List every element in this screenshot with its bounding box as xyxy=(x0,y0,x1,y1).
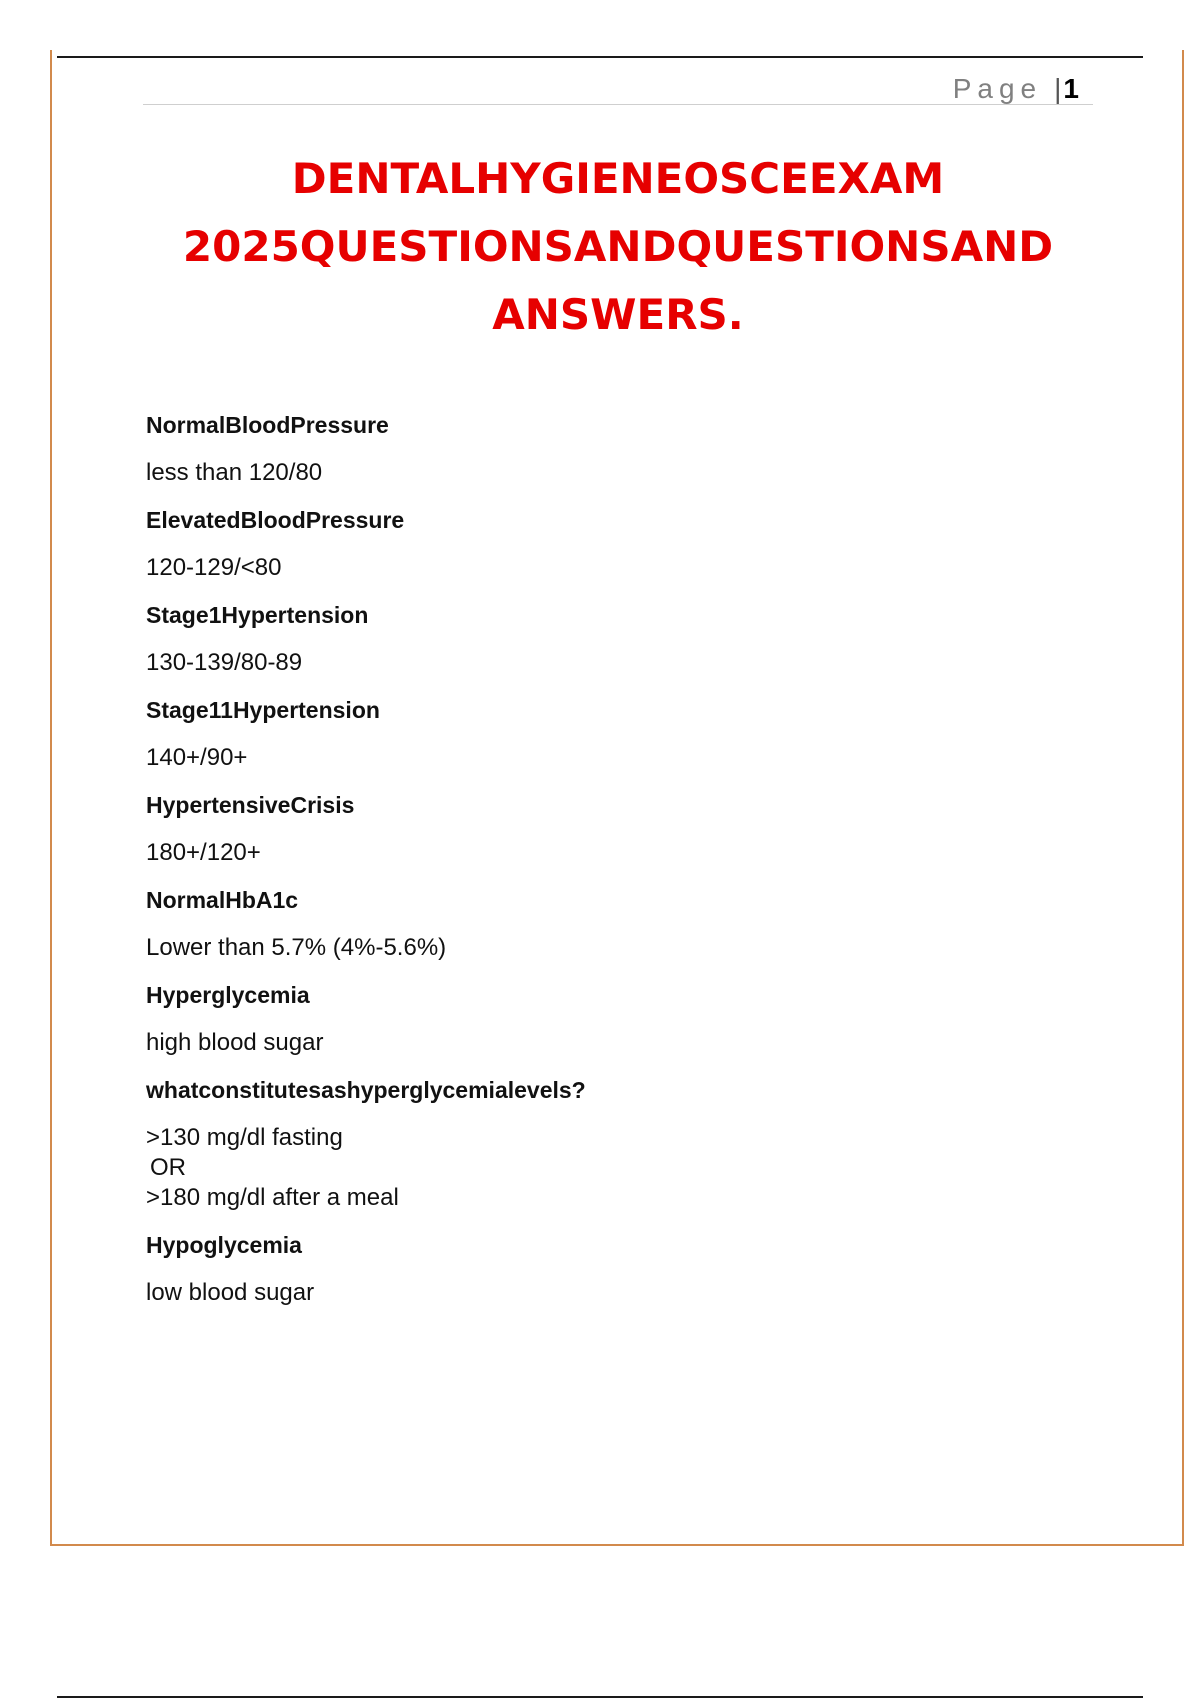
question-normal-blood-pressure: NormalBloodPressure xyxy=(146,412,389,438)
answer-line: low blood sugar xyxy=(146,1279,315,1306)
question-stage2-hypertension: Stage11Hypertension xyxy=(146,697,380,723)
answer-line: 140+/90+ xyxy=(146,744,248,771)
answer-line: 120-129/<80 xyxy=(146,554,282,581)
qa-list xyxy=(146,410,1046,1325)
answer-normal-blood-pressure xyxy=(146,458,1046,488)
question-elevated-blood-pressure: ElevatedBloodPressure xyxy=(146,507,405,533)
answer-hypertensive-crisis xyxy=(146,838,1046,868)
title-line-1: DENTALHYGIENEOSCEEXAM xyxy=(291,154,945,203)
answer-stage2-hypertension xyxy=(146,743,1046,773)
title-line-2: 2025QUESTIONSANDQUESTIONSAND xyxy=(182,222,1054,271)
answer-hypoglycemia xyxy=(146,1278,1046,1308)
question-hypertensive-crisis: HypertensiveCrisis xyxy=(146,792,355,818)
question-hypoglycemia: Hypoglycemia xyxy=(146,1232,302,1258)
answer-line: 180+/120+ xyxy=(146,839,261,866)
question-normal-hba1c: NormalHbA1c xyxy=(146,887,299,913)
answer-stage1-hypertension xyxy=(146,648,1046,678)
question-stage1-hypertension: Stage1Hypertension xyxy=(146,602,369,628)
answer-line: >130 mg/dl fasting xyxy=(146,1124,343,1151)
title-line-3: ANSWERS. xyxy=(492,290,744,339)
answer-line: >180 mg/dl after a meal xyxy=(146,1184,399,1211)
bottom-rule xyxy=(57,1696,1143,1698)
answer-line: OR xyxy=(150,1154,186,1181)
answer-normal-hba1c xyxy=(146,933,1046,963)
page-number: 1 xyxy=(1063,73,1079,104)
answer-hyperglycemia xyxy=(146,1028,1046,1058)
answer-line: Lower than 5.7% (4%-5.6%) xyxy=(146,934,447,961)
answer-elevated-blood-pressure xyxy=(146,553,1046,583)
answer-line: 130-139/80-89 xyxy=(146,649,303,676)
answer-hyperglycemia-levels xyxy=(146,1123,1046,1213)
question-hyperglycemia-levels: whatconstitutesashyperglycemialevels? xyxy=(146,1077,586,1103)
page-label: Page xyxy=(952,73,1043,104)
page-separator: | xyxy=(1054,73,1062,104)
page-header xyxy=(143,74,1093,105)
question-hyperglycemia: Hyperglycemia xyxy=(146,982,310,1008)
answer-line: less than 120/80 xyxy=(146,459,323,486)
document-title xyxy=(143,145,1093,349)
answer-line: high blood sugar xyxy=(146,1029,324,1056)
